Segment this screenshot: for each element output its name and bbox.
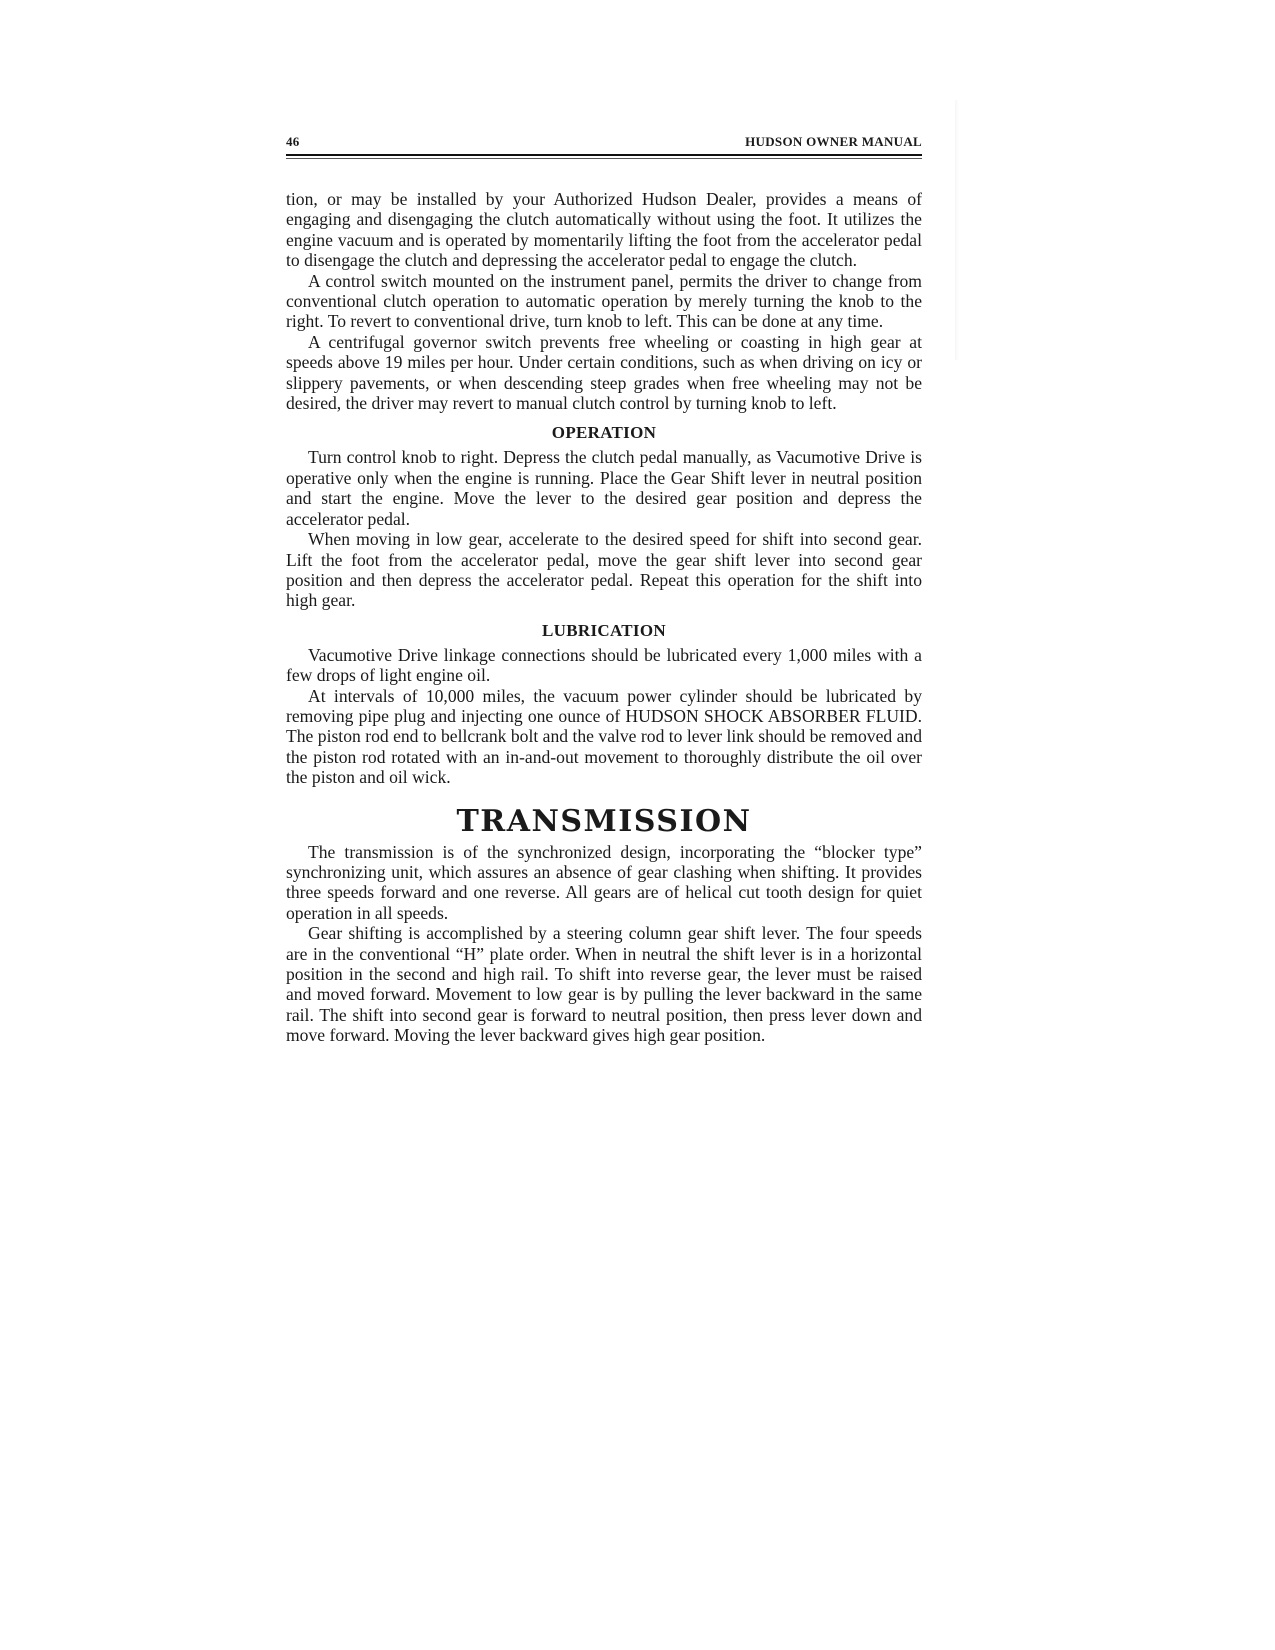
paragraph: A centrifugal governor switch prevents free wheeling or coasting in high gear at speeds above 19 miles per hour. Under certain conditions, such as when driving on icy or slippery pavements, or when descending steep grades when free wheeling may not be desired, the driver may revert to manual clutch control by turning knob to left. bbox=[286, 331, 922, 414]
paragraph: A control switch mounted on the instrument panel, permits the driver to change from conventional clutch operation to automatic operation by merely turning the knob to the right. To revert to conventional drive, turn knob to left. This can be done at any time. bbox=[286, 270, 922, 332]
paragraph: Gear shifting is accomplished by a steering column gear shift lever. The four speeds are in the conventional “H” plate order. When in neutral the shift lever is in a horizontal position in the second and high rail. To shift into reverse gear, the lever must be raised and moved forward. Movement to low gear is by pulling the lever backward in the same rail. The shift into second gear is forward to neutral position, then press lever down and move forward. Moving the lever backward gives high gear position. bbox=[286, 923, 922, 1046]
section-transmission bbox=[286, 804, 922, 1046]
chapter-title-transmission: TRANSMISSION bbox=[456, 803, 752, 839]
manual-page bbox=[286, 134, 922, 1046]
section-vacumotive-intro bbox=[286, 189, 922, 413]
scan-edge-shadow bbox=[955, 100, 959, 360]
paragraph: tion, or may be installed by your Authorized Hudson Dealer, provides a means of engaging and disengaging the clutch automatically without using the foot. It utilizes the engine vacuum and is operated by momentarily lifting the foot from the accelerator pedal to disengage the clutch and depressing the accelerator pedal to engage the clutch. bbox=[286, 189, 922, 271]
header-rule-thick bbox=[286, 154, 922, 156]
running-title: HUDSON OWNER MANUAL bbox=[745, 134, 922, 149]
section-heading-lubrication: LUBRICATION bbox=[542, 620, 666, 640]
paragraph: The transmission is of the synchronized design, incorporating the “blocker type” synchronizing unit, which assures an absence of gear clashing when shifting. It provides three speeds forward and one reverse. All gears are of helical cut tooth design for quiet operation in all speeds. bbox=[286, 841, 922, 923]
paragraph: Turn control knob to right. Depress the clutch pedal manually, as Vacumotive Drive is operative only when the engine is running. Place the Gear Shift lever in neutral position and start the engine. Move the lever to the desired gear position and depress the accelerator pedal. bbox=[286, 447, 922, 529]
section-operation bbox=[286, 423, 922, 610]
page-number: 46 bbox=[286, 134, 300, 149]
section-lubrication bbox=[286, 621, 922, 788]
paragraph: When moving in low gear, accelerate to the desired speed for shift into second gear. Lift the foot from the accelerator pedal, move the gear shift lever into second gear position and then depress the accelerator pedal. Repeat this operation for the shift into high gear. bbox=[286, 529, 922, 611]
header-rule-thin bbox=[286, 158, 922, 159]
paragraph: Vacumotive Drive linkage connections should be lubricated every 1,000 miles with a few drops of light engine oil. bbox=[286, 644, 922, 686]
section-heading-operation: OPERATION bbox=[551, 423, 657, 443]
running-header bbox=[286, 134, 922, 152]
paragraph: At intervals of 10,000 miles, the vacuum power cylinder should be lubricated by removing pipe plug and injecting one ounce of HUDSON SHOCK ABSORBER FLUID. The piston rod end to bellcrank bolt and the valve rod to lever link should be removed and the piston rod rotated with an in-and-out movement to thoroughly distribute the oil over the piston and oil wick. bbox=[286, 685, 922, 788]
body-text bbox=[286, 189, 922, 1046]
